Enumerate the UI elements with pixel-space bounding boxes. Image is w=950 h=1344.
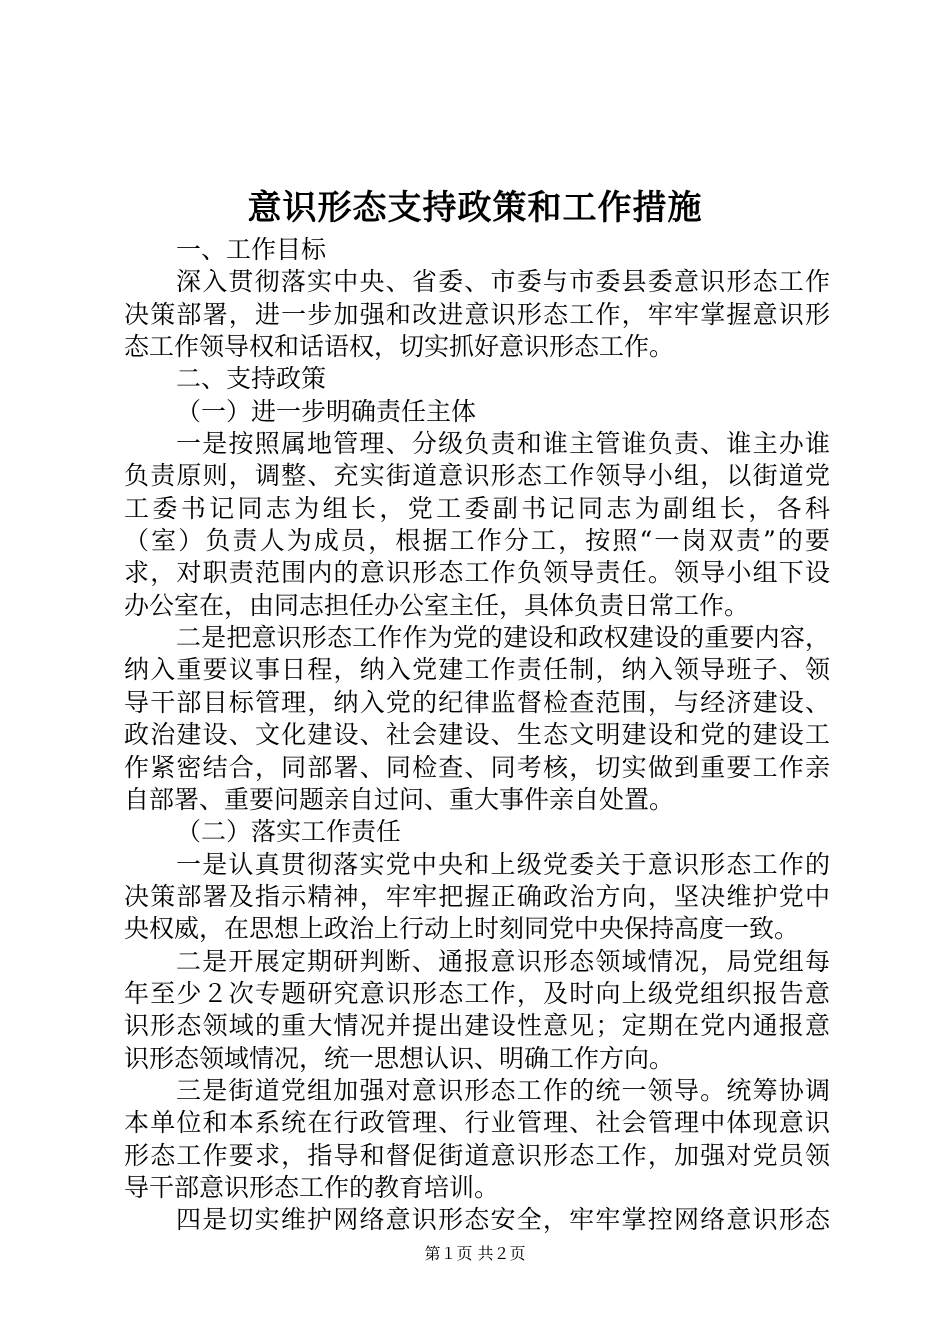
text-line: 二、支持政策 (176, 364, 327, 394)
text-line: 决策部署，进一步加强和改进意识形态工作，牢牢掌握意识形 (124, 299, 830, 329)
text-line: 二是把意识形态工作作为党的建设和政权建设的重要内容， (176, 623, 830, 653)
text-line: 政治建设、文化建设、社会建设、生态文明建设和党的建设工 (124, 720, 830, 750)
text-line: （二）落实工作责任 (176, 817, 402, 847)
text-line: 深入贯彻落实中央、省委、市委与市委县委意识形态工作 (176, 267, 830, 297)
document-title: 意识形态支持政策和工作措施 (247, 188, 703, 228)
text-line: 二是开展定期研判断、通报意识形态领域情况，局党组每 (176, 946, 830, 976)
text-line: 纳入重要议事日程，纳入党建工作责任制，纳入领导班子、领 (124, 655, 830, 685)
text-line: 四是切实维护网络意识形态安全，牢牢掌控网络意识形态 (176, 1205, 830, 1235)
text-line: 办公室在，由同志担任办公室主任，具体负责日常工作。 (124, 590, 750, 620)
text-line: 三是街道党组加强对意识形态工作的统一领导。统筹协调 (176, 1075, 830, 1105)
text-line: 导干部意识形态工作的教育培训。 (124, 1172, 500, 1202)
text-line: 自部署、重要问题亲自过问、重大事件亲自处置。 (124, 784, 675, 814)
page-footer: 第１页 共２页 (424, 1244, 526, 1263)
text-line: 态工作领导权和话语权，切实抓好意识形态工作。 (124, 332, 675, 362)
text-line: 作紧密结合，同部署、同检查、同考核，切实做到重要工作亲 (124, 752, 830, 782)
text-line: 求，对职责范围内的意识形态工作负领导责任。领导小组下设 (124, 558, 830, 588)
text-line: 工委书记同志为组长，党工委副书记同志为副组长，各科 (124, 493, 830, 523)
text-line: （一）进一步明确责任主体 (176, 396, 477, 426)
document-body (124, 234, 830, 1237)
text-line: 一是按照属地管理、分级负责和谁主管谁负责、谁主办谁 (176, 429, 830, 459)
text-line: 本单位和本系统在行政管理、行业管理、社会管理中体现意识 (124, 1108, 830, 1138)
text-line: （室）负责人为成员，根据工作分工，按照“一岗双责”的要 (124, 526, 830, 556)
text-line: 导干部目标管理，纳入党的纪律监督检查范围，与经济建设、 (124, 687, 830, 717)
text-line: 决策部署及指示精神，牢牢把握正确政治方向，坚决维护党中 (124, 881, 830, 911)
text-line: 识形态领域情况，统一思想认识、明确工作方向。 (124, 1043, 675, 1073)
text-line: 央权威，在思想上政治上行动上时刻同党中央保持高度一致。 (124, 914, 800, 944)
text-line: 负责原则，调整、充实街道意识形态工作领导小组，以街道党 (124, 461, 830, 491)
text-line: 识形态领域的重大情况并提出建设性意见；定期在党内通报意 (124, 1011, 830, 1041)
text-line: 一是认真贯彻落实党中央和上级党委关于意识形态工作的 (176, 849, 830, 879)
text-line: 形态工作要求，指导和督促街道意识形态工作，加强对党员领 (124, 1140, 830, 1170)
text-line: 年至少２次专题研究意识形态工作，及时向上级党组织报告意 (124, 978, 830, 1008)
text-line: 一、工作目标 (176, 235, 327, 264)
